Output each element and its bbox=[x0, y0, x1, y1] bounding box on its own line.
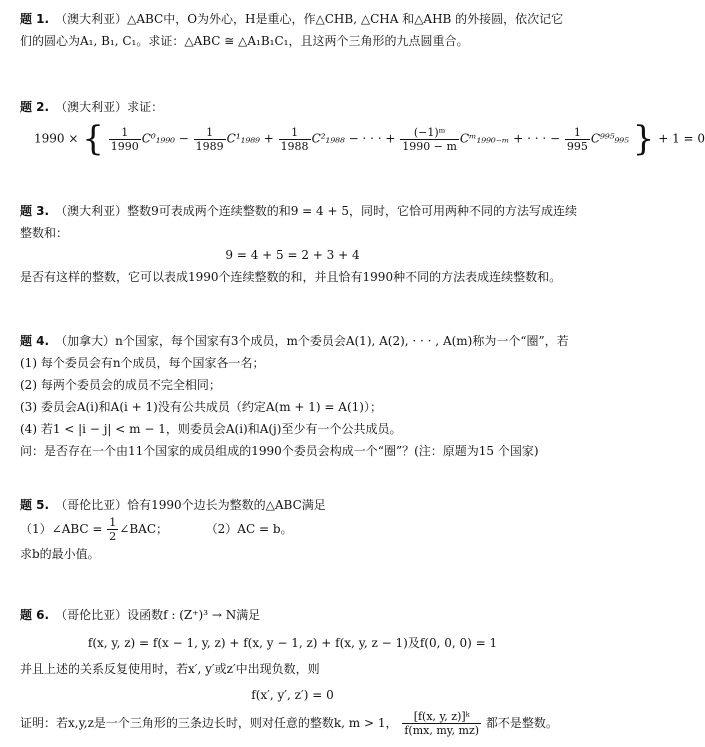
problem-6-text-1: （哥伦比亚）设函数f : (Z⁺)³ → N满足 bbox=[55, 608, 261, 622]
frac-2 bbox=[194, 126, 226, 153]
frac-1-num: 1 bbox=[109, 126, 141, 140]
condition-2: （2）AC = b。 bbox=[205, 522, 293, 536]
problem-1-text-1: （澳大利亚）△ABC中，O为外心，H是重心，作△CHB, △CHA 和△AHB 的外接圆，依次记它 bbox=[55, 12, 564, 26]
problem-3-line-1 bbox=[20, 200, 578, 222]
problem-4-line-4: (3) 委员会A(i)和A(i + 1)没有公共成员（约定A(m + 1) = A(1)）； bbox=[20, 400, 382, 414]
problem-4-line-5: (4) 若1 < |i − j| < m − 1，则委员会A(i)和A(j)至少有一个公共成员。 bbox=[20, 422, 402, 436]
problem-2-formula: 1990 × { $\frac{1}{1990}$ C⁰₁₉₉₀ − $\frac{1}{1989}$ C¹₁₉₈₉ + $\frac{1}{1988}$ C²₁₉₈₈ − · · · + $\frac{\text{(−1)ᵐ}}{1990 - m}$ Cᵐ₁₉₉₀₋ₘ + · · · − $\frac{1}{995}$ C⁹⁹⁵₉₉₅ } + 1 = 0 bbox=[34, 119, 705, 159]
problem-2 bbox=[20, 96, 705, 159]
dots-1: − · · · + bbox=[348, 131, 396, 146]
problem-4-line-2: (1) 每个委员会有n个成员，每个国家各一名； bbox=[20, 356, 265, 370]
frac-3 bbox=[279, 126, 311, 153]
problem-3-label: 题 3. bbox=[20, 204, 50, 218]
problem-3 bbox=[20, 200, 578, 288]
problem-6-frac-den: f(mx, my, mz) bbox=[404, 724, 480, 737]
problem-5-text-1: （哥伦比亚）恰有1990个边长为整数的△ABC满足 bbox=[55, 498, 326, 512]
frac-4 bbox=[400, 126, 459, 153]
problem-3-formula: 9 = 4 + 5 = 2 + 3 + 4 bbox=[225, 248, 360, 262]
problem-3-line-2: 整数和： bbox=[20, 226, 69, 240]
formula-lead: 1990 × bbox=[34, 131, 79, 146]
problem-1 bbox=[20, 8, 565, 52]
problem-6-line-1 bbox=[20, 604, 565, 626]
frac-3-den: 1988 bbox=[280, 139, 309, 153]
problem-6-line-3 bbox=[20, 710, 565, 737]
condition-1-rhs: ∠BAC； bbox=[119, 522, 169, 536]
half-num: 1 bbox=[109, 516, 117, 529]
frac-2-num: 1 bbox=[194, 126, 226, 140]
problem-6-line-2: 并且上述的关系反复使用时，若x′, y′或z′中出现负数，则 bbox=[20, 662, 320, 676]
problem-1-label: 题 1. bbox=[20, 12, 50, 26]
problem-1-line-1 bbox=[20, 8, 565, 30]
right-brace: } bbox=[632, 119, 655, 159]
binom-3: C²₁₉₈₈ bbox=[311, 131, 345, 146]
condition-1-lhs: （1）∠ABC = bbox=[20, 522, 103, 536]
binom-2: C¹₁₉₈₉ bbox=[226, 131, 260, 146]
problem-4-line-6: 问：是否存在一个由11个国家的成员组成的1990个委员会构成一个“圈”？(注：原题为15 个国家) bbox=[20, 444, 539, 458]
problem-5-line-2 bbox=[20, 516, 565, 543]
half-den: 2 bbox=[109, 530, 117, 543]
problem-5-line-3: 求b的最小值。 bbox=[20, 547, 100, 561]
binom-5: C⁹⁹⁵₉₉₅ bbox=[590, 131, 629, 146]
problem-2-label: 题 2. bbox=[20, 100, 50, 114]
frac-5-den: 995 bbox=[566, 139, 588, 153]
problem-6 bbox=[20, 604, 565, 737]
problem-4-text-1: （加拿大）n个国家，每个国家有3个成员，m个委员会A(1), A(2), · · · , A(m)称为一个“圈”，若 bbox=[55, 334, 569, 348]
dots-2: + · · · − bbox=[513, 131, 561, 146]
problem-6-frac-num: [f(x, y, z)]ᵏ bbox=[402, 710, 481, 724]
problem-3-line-3: 是否有这样的整数，它可以表成1990个连续整数的和，并且恰有1990种不同的方法表成连续整数和。 bbox=[20, 270, 562, 284]
frac-5 bbox=[565, 126, 590, 153]
problem-1-line-2: 们的圆心为A₁, B₁, C₁。求证：△ABC ≅ △A₁B₁C₁，且这两个三角形的九点圆重合。 bbox=[20, 34, 469, 48]
problem-6-text-3b: 都不是整数。 bbox=[485, 716, 558, 730]
problem-5-line-1 bbox=[20, 494, 565, 516]
problem-6-label: 题 6. bbox=[20, 608, 50, 622]
binom-1: C⁰₁₉₉₀ bbox=[141, 131, 175, 146]
problem-4 bbox=[20, 330, 569, 462]
problem-4-label: 题 4. bbox=[20, 334, 50, 348]
frac-5-num: 1 bbox=[565, 126, 590, 140]
problem-3-text-1: （澳大利亚）整数9可表成两个连续整数的和9 = 4 + 5，同时，它恰可用两种不同的方法写成连续 bbox=[55, 204, 578, 218]
frac-1-den: 1990 bbox=[110, 139, 139, 153]
left-brace: { bbox=[82, 119, 104, 159]
problem-4-line-1 bbox=[20, 330, 569, 352]
problem-5-label: 题 5. bbox=[20, 498, 50, 512]
problem-5 bbox=[20, 494, 565, 565]
problem-2-line-1 bbox=[20, 96, 565, 118]
problem-6-formula-2: f(x′, y′, z′) = 0 bbox=[251, 688, 334, 702]
problem-6-fraction bbox=[402, 710, 481, 737]
problem-2-text-1: （澳大利亚）求证： bbox=[55, 100, 164, 114]
binom-4: Cᵐ₁₉₉₀₋ₘ bbox=[459, 131, 510, 146]
frac-1 bbox=[109, 126, 141, 153]
frac-3-num: 1 bbox=[279, 126, 311, 140]
problem-6-text-3a: 证明：若x,y,z是一个三角形的三条边长时，则对任意的整数k, m > 1， bbox=[20, 716, 398, 730]
frac-2-den: 1989 bbox=[195, 139, 224, 153]
formula-tail: + 1 = 0 bbox=[658, 131, 705, 146]
half-fraction bbox=[107, 516, 118, 543]
problem-6-formula-1: f(x, y, z) = f(x − 1, y, z) + f(x, y − 1, z) + f(x, y, z − 1)及f(0, 0, 0) = 1 bbox=[87, 636, 498, 650]
problem-4-line-3: (2) 每两个委员会的成员不完全相同； bbox=[20, 378, 221, 392]
frac-4-den: 1990 − m bbox=[402, 139, 457, 153]
frac-4-num: (−1)ᵐ bbox=[400, 126, 459, 140]
